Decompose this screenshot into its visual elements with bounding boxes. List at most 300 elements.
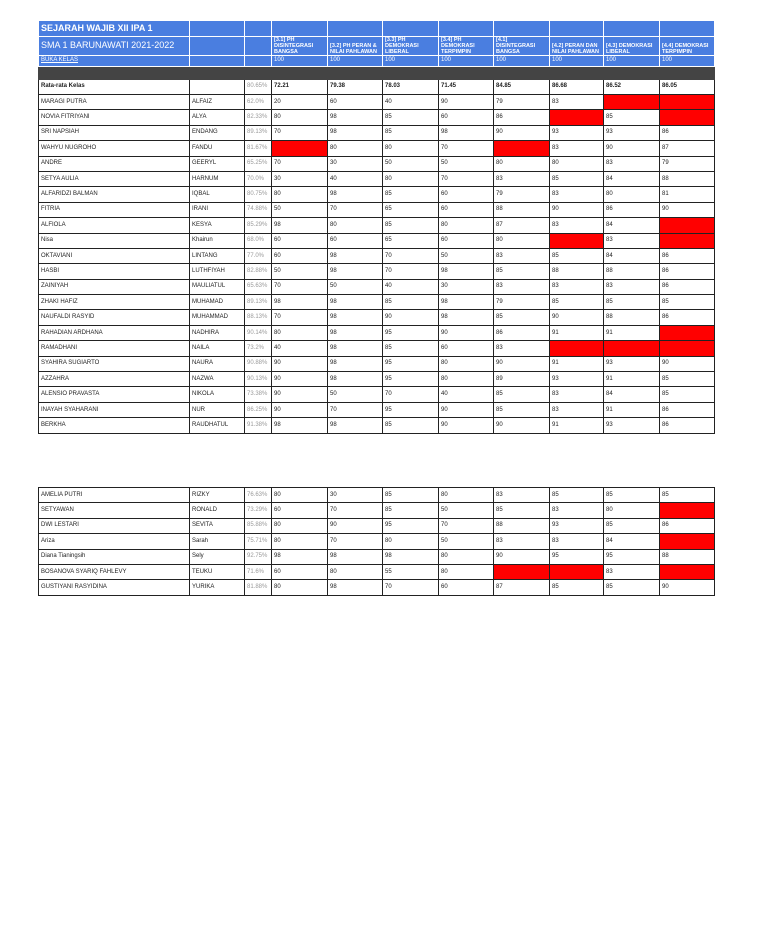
student-row bbox=[39, 564, 715, 579]
score-cell[interactable]: 84 bbox=[604, 387, 660, 402]
score-cell[interactable]: 30 bbox=[439, 279, 494, 294]
score-cell[interactable]: 80 bbox=[272, 534, 328, 549]
student-percent: 76.63% bbox=[245, 488, 272, 503]
score-cell[interactable]: 84 bbox=[604, 248, 660, 263]
column-header[interactable]: [3.1] PH DISINTEGRASI BANGSA bbox=[272, 36, 328, 55]
score-cell[interactable]: 85 bbox=[383, 488, 439, 503]
score-cell[interactable]: 86 bbox=[660, 402, 715, 417]
score-cell[interactable]: 88 bbox=[550, 264, 604, 279]
score-cell[interactable]: 90 bbox=[272, 372, 328, 387]
score-cell[interactable]: 30 bbox=[328, 488, 383, 503]
score-cell[interactable]: 80 bbox=[439, 218, 494, 233]
score-cell[interactable]: 40 bbox=[272, 341, 328, 356]
missing-score-cell[interactable] bbox=[660, 218, 715, 233]
score-cell[interactable]: 98 bbox=[328, 110, 383, 125]
column-header[interactable]: [3.2] PH PERAN & NILAI PAHLAWAN bbox=[328, 36, 383, 55]
missing-score-cell[interactable] bbox=[660, 534, 715, 549]
score-cell[interactable]: 20 bbox=[272, 95, 328, 110]
score-cell[interactable]: 85 bbox=[660, 372, 715, 387]
score-cell[interactable]: 85 bbox=[383, 110, 439, 125]
score-cell[interactable]: 84 bbox=[604, 171, 660, 186]
score-cell[interactable]: 50 bbox=[328, 387, 383, 402]
score-cell[interactable]: 98 bbox=[439, 125, 494, 140]
missing-score-cell[interactable] bbox=[660, 564, 715, 579]
student-first-name: MUHAMAD bbox=[190, 295, 245, 310]
score-cell[interactable]: 98 bbox=[328, 418, 383, 433]
score-cell[interactable]: 84 bbox=[604, 534, 660, 549]
score-cell[interactable]: 85 bbox=[383, 125, 439, 140]
score-cell[interactable]: 95 bbox=[604, 549, 660, 564]
score-cell[interactable]: 85 bbox=[604, 518, 660, 533]
average-score: 86.52 bbox=[604, 79, 660, 95]
student-last-name: ANDRE bbox=[39, 156, 190, 171]
score-cell[interactable]: 30 bbox=[328, 156, 383, 171]
score-cell[interactable]: 85 bbox=[550, 580, 604, 595]
score-cell[interactable]: 98 bbox=[272, 418, 328, 433]
score-cell[interactable]: 65 bbox=[383, 233, 439, 248]
score-cell[interactable]: 98 bbox=[328, 356, 383, 371]
score-cell[interactable]: 80 bbox=[272, 187, 328, 202]
score-cell[interactable]: 93 bbox=[550, 518, 604, 533]
score-cell[interactable]: 79 bbox=[660, 156, 715, 171]
score-cell[interactable]: 85 bbox=[550, 248, 604, 263]
score-cell[interactable]: 30 bbox=[272, 171, 328, 186]
student-first-name: TEUKU bbox=[190, 564, 245, 579]
score-cell[interactable]: 90 bbox=[272, 387, 328, 402]
score-cell[interactable]: 60 bbox=[439, 187, 494, 202]
student-first-name: KESYA bbox=[190, 218, 245, 233]
score-cell[interactable]: 90 bbox=[550, 310, 604, 325]
score-cell[interactable]: 83 bbox=[550, 402, 604, 417]
student-row bbox=[39, 141, 715, 156]
score-cell[interactable]: 98 bbox=[328, 341, 383, 356]
student-row bbox=[39, 549, 715, 564]
score-cell[interactable]: 85 bbox=[494, 310, 550, 325]
score-cell[interactable]: 83 bbox=[494, 488, 550, 503]
score-cell[interactable]: 83 bbox=[550, 141, 604, 156]
score-cell[interactable]: 98 bbox=[439, 264, 494, 279]
average-score: 72.21 bbox=[272, 79, 328, 95]
score-cell[interactable]: 83 bbox=[494, 279, 550, 294]
missing-score-cell[interactable] bbox=[660, 503, 715, 518]
score-cell[interactable]: 90 bbox=[272, 356, 328, 371]
score-cell[interactable]: 85 bbox=[494, 264, 550, 279]
score-cell[interactable]: 86 bbox=[660, 248, 715, 263]
score-cell[interactable]: 90 bbox=[494, 356, 550, 371]
missing-score-cell[interactable] bbox=[604, 341, 660, 356]
score-cell[interactable]: 40 bbox=[383, 95, 439, 110]
score-cell[interactable]: 83 bbox=[550, 95, 604, 110]
score-cell[interactable]: 50 bbox=[383, 156, 439, 171]
max-score-row bbox=[39, 55, 715, 66]
score-cell[interactable]: 88 bbox=[494, 202, 550, 217]
score-cell[interactable]: 85 bbox=[604, 580, 660, 595]
score-cell[interactable]: 70 bbox=[328, 503, 383, 518]
score-cell[interactable]: 80 bbox=[383, 141, 439, 156]
score-cell[interactable]: 91 bbox=[550, 418, 604, 433]
score-cell[interactable]: 91 bbox=[550, 325, 604, 340]
score-cell[interactable]: 90 bbox=[439, 402, 494, 417]
student-row bbox=[39, 202, 715, 217]
average-score: 86.05 bbox=[660, 79, 715, 95]
score-cell[interactable]: 80 bbox=[272, 518, 328, 533]
score-cell[interactable]: 90 bbox=[660, 356, 715, 371]
student-percent: 82.33% bbox=[245, 110, 272, 125]
score-cell[interactable]: 60 bbox=[439, 580, 494, 595]
score-cell[interactable]: 79 bbox=[494, 187, 550, 202]
column-header[interactable]: [3.4] PH DEMOKRASI TERPIMPIN bbox=[439, 36, 494, 55]
score-cell[interactable]: 93 bbox=[550, 125, 604, 140]
score-cell[interactable]: 80 bbox=[272, 325, 328, 340]
grade-table-continued bbox=[38, 487, 715, 596]
score-cell[interactable]: 50 bbox=[439, 503, 494, 518]
student-first-name: IRANI bbox=[190, 202, 245, 217]
score-cell[interactable]: 91 bbox=[604, 402, 660, 417]
missing-score-cell[interactable] bbox=[660, 110, 715, 125]
student-row bbox=[39, 372, 715, 387]
score-cell[interactable]: 83 bbox=[494, 171, 550, 186]
score-cell[interactable]: 86 bbox=[494, 325, 550, 340]
score-cell[interactable]: 90 bbox=[550, 202, 604, 217]
score-cell[interactable]: 80 bbox=[550, 156, 604, 171]
score-cell[interactable]: 85 bbox=[383, 187, 439, 202]
score-cell[interactable]: 86 bbox=[604, 202, 660, 217]
student-first-name: Sarah bbox=[190, 534, 245, 549]
score-cell[interactable]: 98 bbox=[328, 310, 383, 325]
student-last-name: FITRIA bbox=[39, 202, 190, 217]
student-last-name: BERKHA bbox=[39, 418, 190, 433]
score-cell[interactable]: 85 bbox=[660, 488, 715, 503]
score-cell[interactable]: 70 bbox=[439, 141, 494, 156]
score-cell[interactable]: 70 bbox=[383, 248, 439, 263]
score-cell[interactable]: 70 bbox=[383, 580, 439, 595]
score-cell[interactable]: 85 bbox=[604, 488, 660, 503]
score-cell[interactable]: 80 bbox=[383, 534, 439, 549]
score-cell[interactable]: 98 bbox=[439, 295, 494, 310]
score-cell[interactable]: 91 bbox=[604, 372, 660, 387]
score-cell[interactable]: 85 bbox=[383, 341, 439, 356]
missing-score-cell[interactable] bbox=[660, 325, 715, 340]
score-cell[interactable]: 60 bbox=[439, 110, 494, 125]
score-cell[interactable]: 85 bbox=[383, 418, 439, 433]
student-first-name: IQBAL bbox=[190, 187, 245, 202]
score-cell[interactable]: 50 bbox=[328, 279, 383, 294]
score-cell[interactable]: 65 bbox=[383, 202, 439, 217]
average-label: Rata-rata Kelas bbox=[39, 79, 190, 95]
score-cell[interactable]: 98 bbox=[328, 295, 383, 310]
student-last-name: OKTAVIANI bbox=[39, 248, 190, 263]
score-cell[interactable]: 83 bbox=[604, 279, 660, 294]
score-cell[interactable]: 80 bbox=[383, 171, 439, 186]
missing-score-cell[interactable] bbox=[660, 95, 715, 110]
score-cell[interactable]: 83 bbox=[604, 233, 660, 248]
student-first-name: LINTANG bbox=[190, 248, 245, 263]
score-cell[interactable]: 91 bbox=[550, 356, 604, 371]
score-cell[interactable]: 60 bbox=[439, 233, 494, 248]
score-cell[interactable]: 80 bbox=[604, 187, 660, 202]
class-title: SEJARAH WAJIB XII IPA 1 bbox=[39, 21, 190, 37]
score-cell[interactable]: 70 bbox=[383, 264, 439, 279]
score-cell[interactable]: 83 bbox=[494, 534, 550, 549]
student-last-name: NAUFALDI RASYID bbox=[39, 310, 190, 325]
grade-table bbox=[38, 20, 715, 434]
score-cell[interactable]: 80 bbox=[328, 218, 383, 233]
missing-score-cell[interactable] bbox=[660, 233, 715, 248]
score-cell[interactable]: 80 bbox=[604, 503, 660, 518]
score-cell[interactable]: 85 bbox=[604, 110, 660, 125]
student-row bbox=[39, 488, 715, 503]
score-cell[interactable]: 50 bbox=[272, 264, 328, 279]
missing-score-cell[interactable] bbox=[272, 141, 328, 156]
score-cell[interactable]: 60 bbox=[439, 341, 494, 356]
average-percent: 80.65% bbox=[245, 79, 272, 95]
student-first-name: HARNUM bbox=[190, 171, 245, 186]
student-percent: 68.0% bbox=[245, 233, 272, 248]
student-percent: 71.6% bbox=[245, 564, 272, 579]
score-cell[interactable]: 80 bbox=[439, 372, 494, 387]
score-cell[interactable]: 95 bbox=[383, 325, 439, 340]
score-cell[interactable]: 85 bbox=[494, 387, 550, 402]
score-cell[interactable]: 83 bbox=[494, 248, 550, 263]
score-cell[interactable]: 80 bbox=[439, 564, 494, 579]
score-cell[interactable]: 95 bbox=[383, 372, 439, 387]
score-cell[interactable]: 90 bbox=[272, 402, 328, 417]
student-last-name: SETYAWAN bbox=[39, 503, 190, 518]
open-class-link[interactable]: BUKA KELAS bbox=[41, 57, 79, 63]
score-cell[interactable]: 60 bbox=[439, 202, 494, 217]
max-score: 100 bbox=[272, 55, 328, 66]
score-cell[interactable]: 88 bbox=[660, 171, 715, 186]
score-cell[interactable]: 80 bbox=[439, 356, 494, 371]
score-cell[interactable]: 98 bbox=[328, 264, 383, 279]
score-cell[interactable]: 83 bbox=[604, 156, 660, 171]
score-cell[interactable]: 70 bbox=[439, 518, 494, 533]
score-cell[interactable]: 85 bbox=[494, 402, 550, 417]
score-cell[interactable]: 88 bbox=[604, 264, 660, 279]
score-cell[interactable]: 83 bbox=[550, 534, 604, 549]
score-cell[interactable]: 85 bbox=[550, 295, 604, 310]
student-percent: 62.0% bbox=[245, 95, 272, 110]
score-cell[interactable]: 86 bbox=[660, 279, 715, 294]
score-cell[interactable]: 55 bbox=[383, 564, 439, 579]
score-cell[interactable]: 91 bbox=[604, 325, 660, 340]
score-cell[interactable]: 93 bbox=[604, 356, 660, 371]
column-header[interactable]: [4.4] DEMOKRASI TERPIMPIN bbox=[660, 36, 715, 55]
missing-score-cell[interactable] bbox=[550, 564, 604, 579]
student-first-name: YURIKA bbox=[190, 580, 245, 595]
score-cell[interactable]: 90 bbox=[439, 95, 494, 110]
score-cell[interactable]: 98 bbox=[328, 248, 383, 263]
score-cell[interactable]: 93 bbox=[604, 125, 660, 140]
student-last-name: BOSANOVA SYARIQ FAHLEVY bbox=[39, 564, 190, 579]
score-cell[interactable]: 80 bbox=[272, 110, 328, 125]
column-header[interactable]: [4.2] PERAN DAN NILAI PAHLAWAN bbox=[550, 36, 604, 55]
score-cell[interactable]: 89 bbox=[494, 372, 550, 387]
score-cell[interactable]: 90 bbox=[494, 125, 550, 140]
score-cell[interactable]: 60 bbox=[328, 95, 383, 110]
score-cell[interactable]: 80 bbox=[439, 488, 494, 503]
score-cell[interactable]: 80 bbox=[328, 564, 383, 579]
score-cell[interactable]: 85 bbox=[383, 295, 439, 310]
score-cell[interactable]: 70 bbox=[328, 402, 383, 417]
score-cell[interactable]: 83 bbox=[604, 564, 660, 579]
score-cell[interactable]: 79 bbox=[494, 295, 550, 310]
column-header[interactable]: [3.3] PH DEMOKRASI LIBERAL bbox=[383, 36, 439, 55]
score-cell[interactable]: 70 bbox=[272, 279, 328, 294]
score-cell[interactable]: 80 bbox=[272, 580, 328, 595]
score-cell[interactable]: 90 bbox=[494, 549, 550, 564]
score-cell[interactable]: 84 bbox=[604, 218, 660, 233]
score-cell[interactable]: 90 bbox=[660, 580, 715, 595]
score-cell[interactable]: 83 bbox=[550, 218, 604, 233]
score-cell[interactable]: 83 bbox=[550, 187, 604, 202]
score-cell[interactable]: 86 bbox=[660, 310, 715, 325]
score-cell[interactable]: 86 bbox=[494, 110, 550, 125]
score-cell[interactable]: 83 bbox=[550, 503, 604, 518]
score-cell[interactable]: 86 bbox=[660, 418, 715, 433]
max-score: 100 bbox=[439, 55, 494, 66]
score-cell[interactable]: 85 bbox=[383, 503, 439, 518]
student-first-name: Sely bbox=[190, 549, 245, 564]
score-cell[interactable]: 95 bbox=[383, 402, 439, 417]
student-last-name: SRI NAPSIAH bbox=[39, 125, 190, 140]
score-cell[interactable]: 93 bbox=[550, 372, 604, 387]
score-cell[interactable]: 83 bbox=[550, 387, 604, 402]
missing-score-cell[interactable] bbox=[660, 341, 715, 356]
student-row bbox=[39, 233, 715, 248]
score-cell[interactable]: 40 bbox=[383, 279, 439, 294]
score-cell[interactable]: 85 bbox=[550, 488, 604, 503]
score-cell[interactable]: 85 bbox=[604, 295, 660, 310]
score-cell[interactable]: 50 bbox=[439, 156, 494, 171]
score-cell[interactable]: 95 bbox=[550, 549, 604, 564]
student-row bbox=[39, 310, 715, 325]
missing-score-cell[interactable] bbox=[494, 564, 550, 579]
student-last-name: Nisa bbox=[39, 233, 190, 248]
score-cell[interactable]: 80 bbox=[494, 156, 550, 171]
student-percent: 85.88% bbox=[245, 518, 272, 533]
score-cell[interactable]: 83 bbox=[550, 279, 604, 294]
student-percent: 73.38% bbox=[245, 387, 272, 402]
score-cell[interactable]: 90 bbox=[439, 418, 494, 433]
student-last-name: ALFIOLA bbox=[39, 218, 190, 233]
student-row bbox=[39, 125, 715, 140]
score-cell[interactable]: 70 bbox=[383, 387, 439, 402]
student-last-name: WAHYU NUGROHO bbox=[39, 141, 190, 156]
score-cell[interactable]: 98 bbox=[272, 295, 328, 310]
score-cell[interactable]: 98 bbox=[328, 549, 383, 564]
score-cell[interactable]: 88 bbox=[494, 518, 550, 533]
score-cell[interactable]: 70 bbox=[439, 171, 494, 186]
score-cell[interactable]: 60 bbox=[272, 233, 328, 248]
max-score: 100 bbox=[550, 55, 604, 66]
student-first-name: RAUDHATUL bbox=[190, 418, 245, 433]
score-cell[interactable]: 95 bbox=[383, 356, 439, 371]
student-percent: 70.0% bbox=[245, 171, 272, 186]
missing-score-cell[interactable] bbox=[550, 233, 604, 248]
score-cell[interactable]: 90 bbox=[604, 141, 660, 156]
score-cell[interactable]: 98 bbox=[328, 125, 383, 140]
score-cell[interactable]: 85 bbox=[494, 503, 550, 518]
student-first-name: NIKOLA bbox=[190, 387, 245, 402]
missing-score-cell[interactable] bbox=[550, 110, 604, 125]
score-cell[interactable]: 98 bbox=[272, 218, 328, 233]
score-cell[interactable]: 90 bbox=[439, 325, 494, 340]
score-cell[interactable]: 70 bbox=[328, 534, 383, 549]
score-cell[interactable]: 90 bbox=[660, 202, 715, 217]
student-percent: 75.71% bbox=[245, 534, 272, 549]
score-cell[interactable]: 98 bbox=[328, 187, 383, 202]
student-percent: 86.25% bbox=[245, 402, 272, 417]
score-cell[interactable]: 60 bbox=[272, 564, 328, 579]
score-cell[interactable]: 88 bbox=[604, 310, 660, 325]
missing-score-cell[interactable] bbox=[550, 341, 604, 356]
score-cell[interactable]: 88 bbox=[660, 549, 715, 564]
score-cell[interactable]: 50 bbox=[272, 202, 328, 217]
score-cell[interactable]: 86 bbox=[660, 264, 715, 279]
score-cell[interactable]: 85 bbox=[660, 387, 715, 402]
score-cell[interactable]: 93 bbox=[604, 418, 660, 433]
missing-score-cell[interactable] bbox=[604, 95, 660, 110]
score-cell[interactable]: 40 bbox=[439, 387, 494, 402]
score-cell[interactable]: 70 bbox=[328, 202, 383, 217]
score-cell[interactable]: 90 bbox=[494, 418, 550, 433]
score-cell[interactable]: 87 bbox=[494, 218, 550, 233]
score-cell[interactable]: 80 bbox=[494, 233, 550, 248]
score-cell[interactable]: 85 bbox=[383, 218, 439, 233]
student-percent: 73.29% bbox=[245, 503, 272, 518]
score-cell[interactable]: 50 bbox=[439, 248, 494, 263]
score-cell[interactable]: 98 bbox=[272, 549, 328, 564]
score-cell[interactable]: 98 bbox=[328, 325, 383, 340]
score-cell[interactable]: 98 bbox=[383, 549, 439, 564]
score-cell[interactable]: 85 bbox=[550, 171, 604, 186]
score-cell[interactable]: 70 bbox=[272, 310, 328, 325]
score-cell[interactable]: 60 bbox=[328, 233, 383, 248]
score-cell[interactable]: 81 bbox=[660, 187, 715, 202]
score-cell[interactable]: 86 bbox=[660, 518, 715, 533]
score-cell[interactable]: 80 bbox=[439, 549, 494, 564]
score-cell[interactable]: 87 bbox=[660, 141, 715, 156]
score-cell[interactable]: 80 bbox=[272, 488, 328, 503]
score-cell[interactable]: 83 bbox=[494, 341, 550, 356]
student-row bbox=[39, 171, 715, 186]
score-cell[interactable]: 87 bbox=[494, 580, 550, 595]
score-cell[interactable]: 85 bbox=[660, 295, 715, 310]
score-cell[interactable]: 90 bbox=[383, 310, 439, 325]
score-cell[interactable]: 70 bbox=[272, 156, 328, 171]
score-cell[interactable]: 50 bbox=[439, 534, 494, 549]
score-cell[interactable]: 98 bbox=[328, 372, 383, 387]
column-header[interactable]: [4.1] DISINTEGRASI BANGSA bbox=[494, 36, 550, 55]
missing-score-cell[interactable] bbox=[494, 141, 550, 156]
student-percent: 85.29% bbox=[245, 218, 272, 233]
student-last-name: HASBI bbox=[39, 264, 190, 279]
score-cell[interactable]: 98 bbox=[328, 580, 383, 595]
score-cell[interactable]: 40 bbox=[328, 171, 383, 186]
score-cell[interactable]: 60 bbox=[272, 503, 328, 518]
score-cell[interactable]: 80 bbox=[328, 141, 383, 156]
score-cell[interactable]: 79 bbox=[494, 95, 550, 110]
score-cell[interactable]: 70 bbox=[272, 125, 328, 140]
student-first-name: RONALD bbox=[190, 503, 245, 518]
score-cell[interactable]: 90 bbox=[328, 518, 383, 533]
score-cell[interactable]: 60 bbox=[272, 248, 328, 263]
column-header[interactable]: [4.3] DEMOKRASI LIBERAL bbox=[604, 36, 660, 55]
score-cell[interactable]: 86 bbox=[660, 125, 715, 140]
score-cell[interactable]: 95 bbox=[383, 518, 439, 533]
score-cell[interactable]: 98 bbox=[439, 310, 494, 325]
